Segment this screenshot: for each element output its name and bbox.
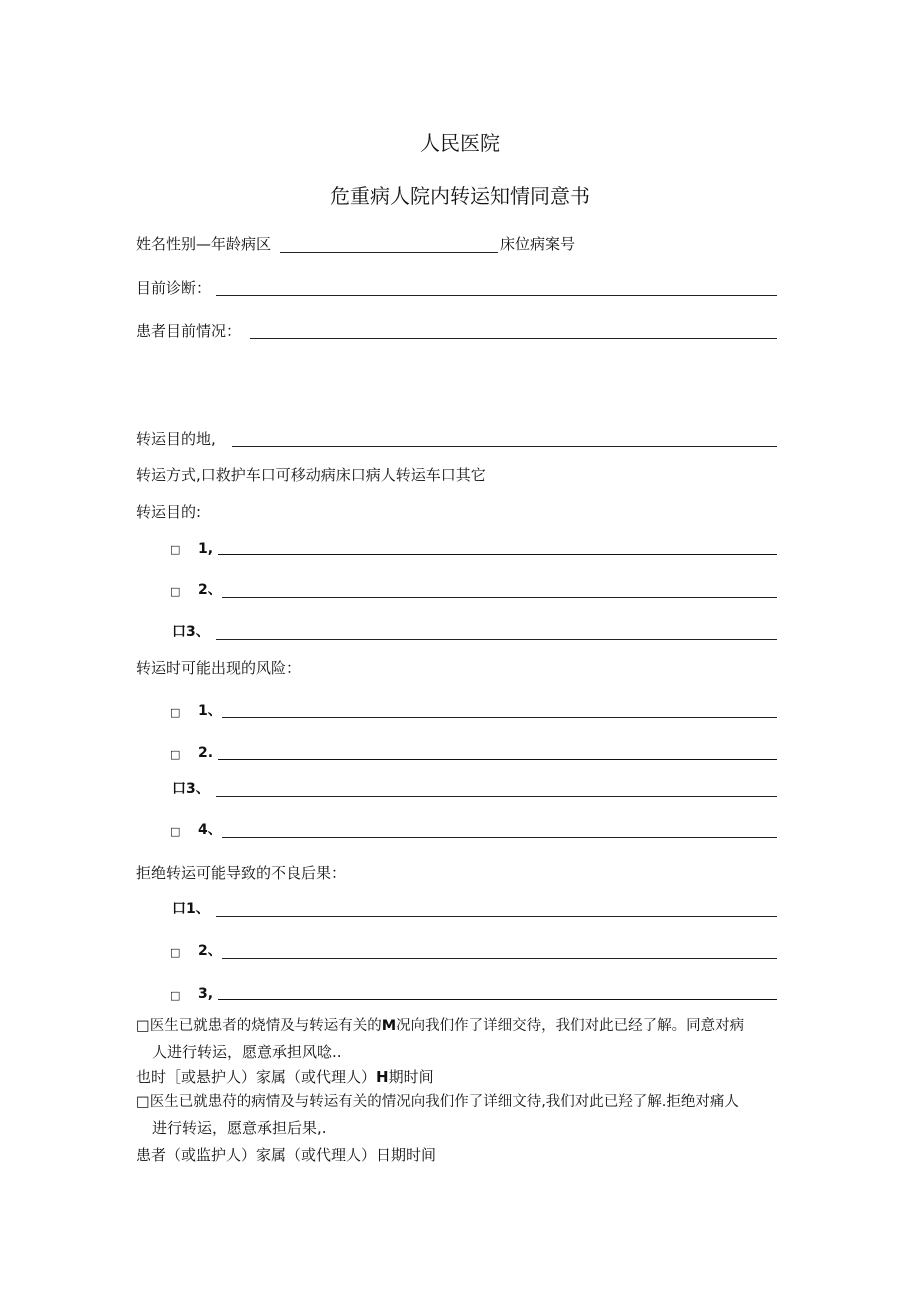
agree-signature-line [136, 1068, 434, 1086]
risk-1-number: 1、 [198, 703, 222, 719]
risk-label: 转运时可能出现的风险： [136, 659, 302, 677]
diagnosis-field-line[interactable] [216, 295, 777, 296]
risk-2-number: 2. [198, 745, 214, 761]
purpose-1-number: 1, [198, 541, 214, 557]
agree-statement-line1[interactable] [136, 1017, 744, 1035]
agree-signature-bold: H [376, 1068, 389, 1086]
purpose-2-field-line[interactable] [222, 597, 777, 598]
refusal-3-field-line[interactable] [218, 999, 777, 1000]
refusal-1-number[interactable]: 口1、 [172, 901, 210, 917]
risk-2-field-line[interactable] [218, 759, 777, 760]
refusal-label: 拒绝转运可能导致的不良后果： [136, 864, 347, 882]
refuse-statement-line1[interactable]: □医生已就患苻的病情及与转运有关的情况向我们作了详细文待,我们对此已羟了解.拒绝对痛人 [136, 1094, 739, 1110]
form-title: 危重病人院内转运知情同意书 [330, 184, 590, 208]
risk-1-field-line[interactable] [222, 717, 777, 718]
refusal-3-checkbox[interactable]: □ [170, 989, 181, 1002]
refuse-statement-line2: 进行转运，愿意承担后果,. [152, 1119, 327, 1137]
refusal-2-field-line[interactable] [222, 958, 777, 959]
risk-2-checkbox[interactable]: □ [170, 748, 181, 761]
purpose-2-checkbox[interactable]: □ [170, 585, 181, 598]
risk-4-number: 4、 [198, 822, 222, 838]
purpose-3-number[interactable]: 口3、 [172, 624, 210, 640]
agree-statement-bold: M [381, 1018, 397, 1034]
purpose-label: 转运目的: [136, 503, 202, 521]
purpose-2-number: 2、 [198, 582, 222, 598]
hospital-name: 人民医院 [420, 131, 500, 155]
patient-info-suffix: 床位病案号 [500, 235, 576, 253]
agree-signature-text: 也时［或悬护人）家属（或代理人） [136, 1068, 377, 1086]
refusal-2-number: 2、 [198, 943, 222, 959]
refuse-signature-line: 患者（或监护人）家属（或代理人）日期时间 [136, 1146, 437, 1164]
agree-signature-end: 期时间 [388, 1068, 434, 1086]
agree-statement-part1: □医生已就患者的烧情及与转运有关的 [136, 1018, 382, 1034]
transfer-method: 转运方式,口救护车口可移动病床口病人转运车口其它 [136, 466, 486, 484]
patient-info-prefix: 姓名性别—年龄病区 [136, 235, 272, 253]
purpose-1-checkbox[interactable]: □ [170, 543, 181, 556]
destination-label: 转运目的地, [136, 430, 216, 448]
risk-3-number[interactable]: 口3、 [172, 781, 210, 797]
destination-field-line[interactable] [232, 446, 777, 447]
refusal-2-checkbox[interactable]: □ [170, 946, 181, 959]
agree-statement-part2: 况向我们作了详细交待，我们对此已经了解。同意对病 [396, 1018, 745, 1034]
risk-1-checkbox[interactable]: □ [170, 706, 181, 719]
risk-4-checkbox[interactable]: □ [170, 825, 181, 838]
risk-3-field-line[interactable] [216, 796, 777, 797]
diagnosis-label: 目前诊断： [136, 279, 212, 297]
agree-statement-line2: 人进行转运，愿意承担风唸.. [152, 1043, 342, 1061]
refusal-1-field-line[interactable] [216, 916, 777, 917]
refusal-3-number: 3, [198, 986, 214, 1002]
purpose-1-field-line[interactable] [218, 554, 777, 555]
purpose-3-field-line[interactable] [216, 639, 777, 640]
condition-field-line[interactable] [250, 338, 777, 339]
risk-4-field-line[interactable] [222, 837, 777, 838]
condition-label: 患者目前情况： [136, 322, 242, 340]
ward-field-line[interactable] [280, 252, 498, 253]
